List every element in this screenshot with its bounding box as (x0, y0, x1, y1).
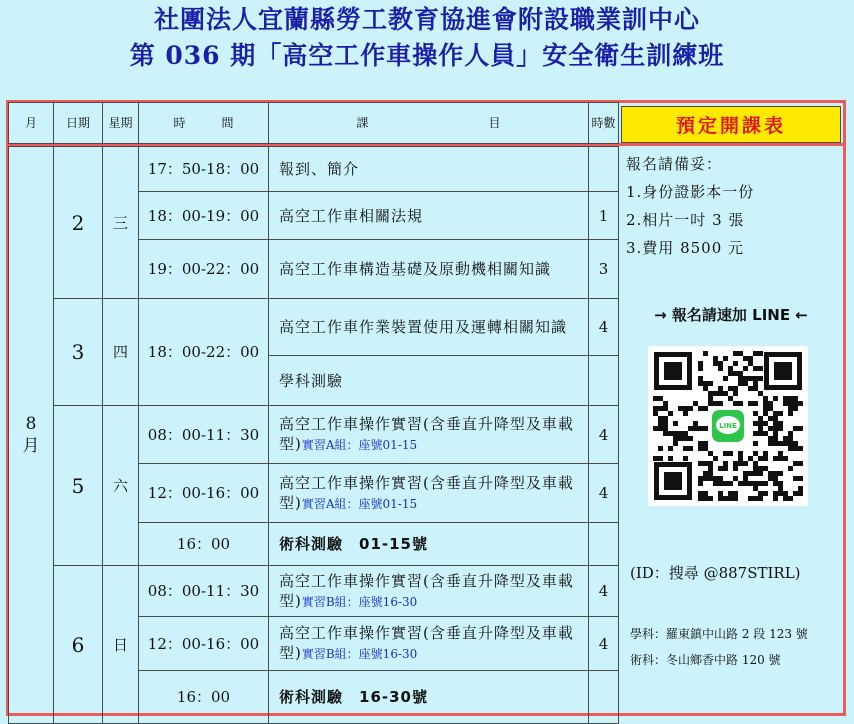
hours-cell (589, 147, 619, 192)
address-academic: 學科：羅東鎮中山路 2 段 123 號 (630, 627, 808, 641)
hours-cell: 3 (589, 240, 619, 299)
requirement-item: 1.身份證影本一份 (626, 183, 755, 201)
page-title-line1: 社團法人宜蘭縣勞工教育協進會附設職業訓中心 (153, 5, 700, 34)
course-text: 高空工作車操作實習(含垂直升降型及車載型) (279, 415, 574, 453)
hours-cell: 4 (589, 617, 619, 671)
table-row (9, 147, 619, 192)
hours-cell: 1 (589, 192, 619, 240)
day-cell: 3 (54, 299, 103, 406)
course-text: 高空工作車操作實習(含垂直升降型及車載型) (279, 624, 574, 662)
hours-cell: 4 (589, 299, 619, 356)
hours-cell: 4 (589, 566, 619, 617)
time-cell: 19：00-22：00 (139, 240, 269, 299)
time-cell: 08：00-11：30 (139, 566, 269, 617)
time-cell: 12：00-16：00 (139, 464, 269, 523)
course-cell (269, 617, 589, 671)
time-cell: 08：00-11：30 (139, 406, 269, 464)
line-qr-code[interactable] (648, 346, 808, 506)
time-cell: 18：00-19：00 (139, 192, 269, 240)
day-cell: 5 (54, 406, 103, 566)
weekday-cell: 日 (103, 566, 139, 724)
course-cell (269, 464, 589, 523)
header-weekday: 星期 (103, 103, 139, 144)
time-cell: 12：00-16：00 (139, 617, 269, 671)
hours-cell: 4 (589, 406, 619, 464)
course-cell: 高空工作車作業裝置使用及運轉相關知識 (269, 299, 589, 356)
header-day: 日期 (54, 103, 103, 144)
time-cell: 16：00 (139, 671, 269, 724)
time-cell: 16：00 (139, 523, 269, 566)
hours-cell (589, 671, 619, 724)
line-signup-prompt: → 報名請速加 LINE ← (654, 306, 808, 324)
schedule-badge: 預定開課表 (621, 106, 841, 143)
day-cell: 6 (54, 566, 103, 724)
header-time: 時 間 (139, 103, 269, 144)
time-cell: 18：00-22：00 (139, 299, 269, 406)
hours-cell (589, 523, 619, 566)
line-id: (ID：搜尋 @887STIRL) (630, 564, 801, 582)
group-note: 實習A組：座號01-15 (301, 496, 418, 511)
month-cell (9, 147, 54, 724)
hours-cell: 4 (589, 464, 619, 523)
group-note: 實習B組：座號16-30 (301, 647, 418, 661)
course-cell (269, 566, 589, 617)
address-practical: 術科：冬山鄉香中路 120 號 (630, 653, 781, 667)
course-cell: 學科測驗 (269, 356, 589, 406)
course-cell: 報到、簡介 (269, 147, 589, 192)
table-row (9, 299, 619, 356)
course-cell (269, 406, 589, 464)
table-row (9, 566, 619, 617)
month-value: 8月 (22, 414, 40, 456)
course-cell: 高空工作車相關法規 (269, 192, 589, 240)
schedule-table (8, 102, 619, 724)
group-note: 實習A組：座號01-15 (301, 438, 418, 452)
page-title-line2: 第 036 期「高空工作車操作人員」安全衛生訓練班 (129, 41, 725, 70)
day-cell: 2 (54, 147, 103, 299)
weekday-cell: 三 (103, 147, 139, 299)
header-hours: 時數 (589, 103, 619, 144)
requirement-item: 3.費用 8500 元 (626, 239, 745, 257)
requirement-item: 2.相片一吋 3 張 (626, 211, 745, 229)
weekday-cell: 四 (103, 299, 139, 406)
course-cell: 術科測驗 16-30號 (269, 671, 589, 724)
time-cell: 17：50-18：00 (139, 147, 269, 192)
course-text: 高空工作車操作實習(含垂直升降型及車載型) (279, 473, 574, 512)
hours-cell (589, 356, 619, 406)
header-month: 月 (9, 103, 54, 144)
group-note: 實習B組：座號16-30 (301, 594, 418, 609)
header-course: 課 目 (269, 103, 589, 144)
requirements-title: 報名請備妥： (626, 155, 723, 173)
table-row (9, 406, 619, 464)
weekday-cell: 六 (103, 406, 139, 566)
course-cell: 高空工作車構造基礎及原動機相關知識 (269, 240, 589, 299)
table-header-row (9, 103, 619, 144)
course-text: 高空工作車操作實習(含垂直升降型及車載型) (279, 571, 574, 610)
line-logo-text: LINE (719, 422, 737, 430)
course-cell: 術科測驗 01-15號 (269, 523, 589, 566)
